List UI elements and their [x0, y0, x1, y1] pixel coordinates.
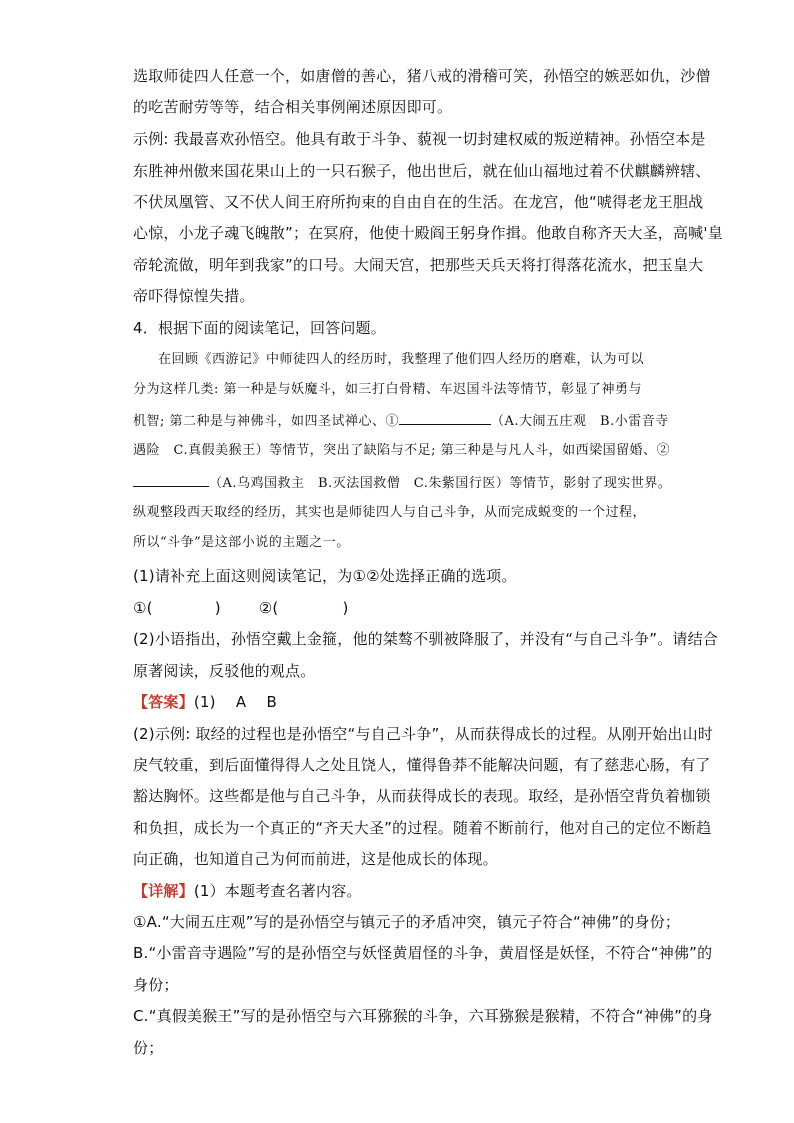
- text-line: 不伏凤凰管、又不伏人间王府所拘束的自由自在的生活。在龙宫，他“唬得老龙王胆战: [133, 193, 704, 211]
- detail-text: 份；: [133, 1039, 164, 1057]
- answer-choices-line: [133, 598, 349, 618]
- answer-text: 向正确，也知道自己为何而前进，这是他成长的体现。: [133, 850, 498, 868]
- question-header: 4．根据下面的阅读笔记，回答问题。: [133, 319, 386, 337]
- note-line: 纵观整段西天取经的经历，其实也是师徒四人与自己斗争，从而完成蜕变的一个过程，: [133, 505, 647, 520]
- sub-question-2: (2)小语指出，孙悟空戴上金箍，他的桀骜不驯被降服了，并没有“与自己斗争”。请结合: [133, 630, 718, 648]
- choice-1-close: ): [214, 599, 221, 617]
- sub-question-2: 原著阅读，反驳他的观点。: [133, 662, 316, 680]
- note-line: 在回顾《西游记》中师徒四人的经历时，我整理了他们四人经历的磨难，认为可以: [158, 352, 645, 367]
- note-text: （A.大闹五庄观 B.小雷音寺: [491, 414, 669, 429]
- detail-tag: 【详解】: [133, 882, 194, 900]
- detail-text: ①A.“大闹五庄观”写的是孙悟空与镇元子的矛盾冲突，镇元子符合“神佛”的身份；: [133, 913, 681, 931]
- text-line: 心惊，小龙子魂飞魄散”；在冥府，他使十殿阎王躬身作揖。他敢自称齐天大圣，高喊'皇: [133, 224, 723, 242]
- note-text: （A.乌鸡国救主 B.灭法国救僧 C.朱紫国行医）等情节，影射了现实世界。: [209, 476, 672, 491]
- note-line: [133, 472, 671, 494]
- text-line: 东胜神州傲来国花果山上的一只石猴子，他出世后，就在仙山福地过着不伏麒麟辨辖、: [133, 162, 711, 180]
- note-line: [133, 410, 669, 432]
- note-line: 分为这样几类: 第一种是与妖魔斗，如三打白骨精、车迟国斗法等情节，彰显了神勇与: [133, 382, 643, 397]
- text-line: 选取师徒四人任意一个，如唐僧的善心，猪八戒的滑稽可笑，孙悟空的嫉恶如仇，沙僧: [133, 67, 711, 85]
- sub-question-1: (1)请补充上面这则阅读笔记，为①②处选择正确的选项。: [133, 567, 517, 585]
- detail-text: B.“小雷音寺遇险”写的是孙悟空与妖怪黄眉怪的斗争，黄眉怪是妖怪，不符合“神佛”的: [133, 944, 713, 962]
- text-line: 示例: 我最喜欢孙悟空。他具有敢于斗争、藐视一切封建权威的叛逆精神。孙悟空本是: [133, 130, 706, 148]
- text-line: 帝轮流做，明年到我家”的口号。大闹天宫，把那些天兵天将打得落花流水，把玉皇大: [133, 256, 704, 274]
- note-line: 遇险 C.真假美猴王）等情节，突出了缺陷与不足; 第三种是与凡人斗，如西梁国留婚、②: [133, 443, 671, 458]
- answer-text: 豁达胸怀。这些都是他与自己斗争，从而获得成长的表现。取经，是孙悟空背负着枷锁: [133, 787, 711, 805]
- text-line: 帝吓得惊惶失措。: [133, 287, 255, 305]
- text-line: 的吃苦耐劳等等，结合相关事例阐述原因即可。: [133, 98, 453, 116]
- choice-2-close: ): [342, 599, 349, 617]
- detail-text: 身份；: [133, 976, 179, 994]
- answer-text: 和负担，成长为一个真正的“齐天大圣”的过程。随着不断前行，他对自己的定位不断趋: [133, 819, 712, 837]
- answer-choices: (1) A B: [193, 693, 277, 711]
- choice-1-label: ①(: [133, 599, 153, 617]
- detail-intro: (1）本题考查名著内容。: [193, 882, 362, 900]
- detail-text: C.“真假美猴王”写的是孙悟空与六耳猕猴的斗争，六耳猕猴是猴精，不符合“神佛”的身: [133, 1007, 713, 1025]
- answer-blank-1[interactable]: [399, 410, 491, 425]
- answer-line: [133, 692, 277, 712]
- answer-text: 戾气较重，到后面懂得得人之处且饶人，懂得鲁莽不能解决问题，有了慈悲心肠，有了: [133, 756, 711, 774]
- choice-2-label: ②(: [258, 599, 279, 617]
- note-line: 所以“斗争”是这部小说的主题之一。: [133, 535, 350, 550]
- detail-line: [133, 881, 362, 901]
- answer-tag: 【答案】: [133, 693, 194, 711]
- note-text: 机智; 第二种是与神佛斗，如四圣试禅心、①: [133, 414, 400, 429]
- answer-blank-2[interactable]: [133, 472, 209, 487]
- answer-text: (2)示例: 取经的过程也是孙悟空“与自己斗争”，从而获得成长的过程。从刚开始出山时: [133, 725, 714, 743]
